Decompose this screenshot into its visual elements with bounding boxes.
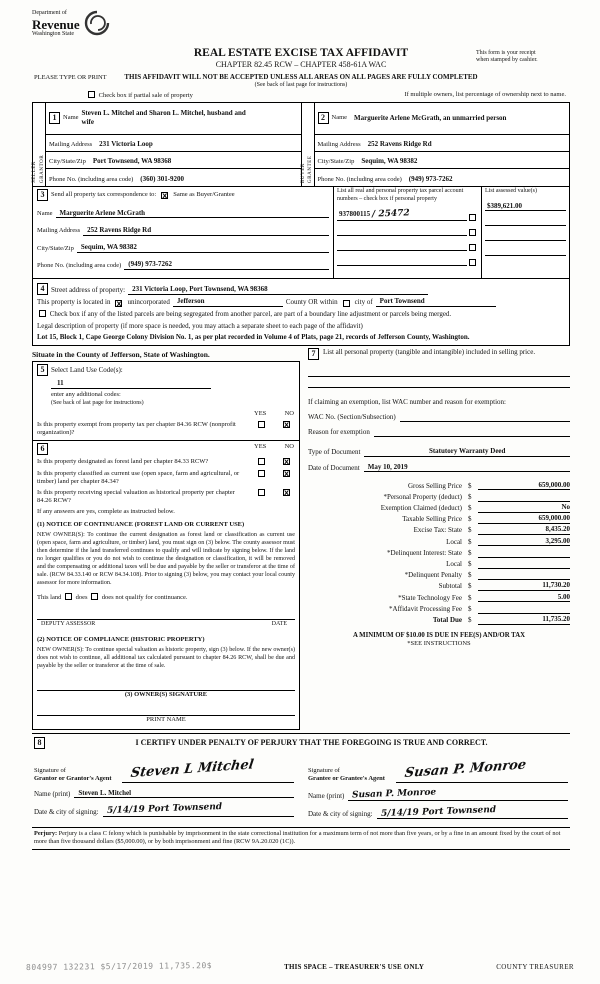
additional-codes-label: enter any additional codes:: [51, 391, 121, 399]
form-header: [32, 8, 570, 72]
yes-header: YES: [254, 410, 267, 417]
correspondence-phone-field[interactable]: [37, 260, 329, 270]
historic-question-row: [37, 489, 295, 505]
dollar-sign: $: [468, 492, 472, 501]
correspondence-phone-label: Phone No. (including area code): [37, 261, 122, 269]
wac-label: WAC No. (Section/Subsection): [308, 413, 396, 421]
forest-no-checkbox[interactable]: [283, 458, 290, 465]
correspondence-citystatezip-field[interactable]: [37, 243, 329, 253]
parcel-row-3[interactable]: [337, 242, 478, 251]
city-of-checkbox[interactable]: [343, 300, 350, 307]
partial-sale-option: [86, 91, 193, 100]
gross-selling-price-value[interactable]: 659,000.00: [478, 481, 570, 491]
perjury-notice: [32, 827, 570, 850]
correspondence-mailing-value: 252 Ravens Ridge Rd: [83, 226, 329, 236]
row-delinquent-interest-local: Local $: [308, 558, 570, 569]
if-yes-note: If any answers are yes, complete as instructed below.: [37, 508, 175, 515]
correspondence-mailing-label: Mailing Address: [37, 227, 81, 235]
dollar-sign: $: [468, 537, 472, 546]
no-header-6: NO: [284, 443, 294, 451]
certification-statement: I CERTIFY UNDER PENALTY OF PERJURY THAT THE FOREGOING IS TRUE AND CORRECT.: [135, 737, 488, 747]
grantee-side-word: GRANTEE: [308, 155, 313, 183]
property-section: [32, 279, 570, 346]
type-of-document-label: Type of Document: [308, 447, 361, 456]
section-4-badge: 4: [37, 283, 48, 295]
buyer-mailing-value: 252 Ravens Ridge Rd: [367, 140, 432, 149]
correspondence-mailing-field[interactable]: [37, 226, 329, 236]
owners-signature-label: (3) OWNER(S) SIGNATURE: [124, 691, 208, 699]
forest-yes-checkbox[interactable]: [258, 458, 265, 465]
section-1-badge: 1: [49, 112, 60, 124]
state-technology-fee-value[interactable]: 5.00: [478, 593, 570, 603]
receipt-note: [476, 50, 568, 64]
grantor-signature-label: Signature of Grantor or Grantor's Agent: [34, 766, 112, 782]
grantor-signature-ink: Steven L Mitchel: [129, 757, 255, 782]
multiple-owners-note: If multiple owners, list percentage of ownership next to name.: [404, 91, 566, 99]
type-or-print-label: PLEASE TYPE OR PRINT: [34, 74, 107, 81]
land-use-header: Select Land Use Code(s):: [51, 366, 123, 374]
correspondence-citystatezip-label: City/State/Zip: [37, 244, 74, 252]
assessed-values-column: [481, 187, 569, 278]
county-or-label: County OR within: [285, 298, 338, 306]
street-address-label: Street address of property:: [51, 286, 126, 295]
exempt-no-checkbox[interactable]: [283, 421, 290, 428]
buyer-phone-label: Phone No. (including area code): [317, 175, 402, 183]
dollar-sign: $: [468, 571, 472, 580]
total-due-value[interactable]: 11,735.20: [478, 615, 570, 625]
see-back-note: (See back of last page for instructions): [254, 81, 348, 88]
correspondence-phone-value: (949) 973-7262: [124, 260, 329, 270]
does-not-label: does not qualify for continuance.: [101, 594, 188, 602]
exemption-claimed-value[interactable]: No: [478, 503, 570, 513]
dollar-sign: $: [468, 526, 472, 535]
parcel-number-typed: 937800115: [339, 210, 371, 218]
subtotal-value[interactable]: 11,730.20: [478, 581, 570, 591]
row-gross-selling-price: Gross Selling Price $ 659,000.00: [407, 480, 570, 490]
type-of-document-field[interactable]: [308, 447, 570, 457]
type-of-document-value: Statutory Warranty Deed: [364, 447, 570, 457]
notices-row: [32, 72, 570, 90]
personal-property-label: List all personal property (tangible and intangible) included in selling price.: [323, 348, 536, 356]
this-land-label: This land: [37, 594, 62, 602]
land-use-code-field[interactable]: 11: [51, 379, 211, 389]
seller-name-line1: Steven L. Mitchel and Sharon L. Mitchel, husband and: [81, 109, 246, 118]
see-instructions-note: *SEE INSTRUCTIONS: [407, 640, 471, 648]
forest-land-section: [32, 441, 300, 729]
dollar-sign: $: [468, 615, 472, 624]
grantor-date-city-field[interactable]: [34, 804, 294, 816]
receipt-note-line1: This form is your receipt: [476, 50, 536, 56]
exempt-question-row: [37, 421, 295, 437]
does-label: does: [75, 594, 88, 602]
seller-mailing-value: 231 Victoria Loop: [99, 140, 153, 149]
seller-phone-label: Phone No. (including area code): [49, 175, 134, 183]
personal-property-checkbox-1[interactable]: [469, 214, 476, 221]
date-of-document-label: Date of Document: [308, 463, 360, 472]
dollar-sign: $: [468, 504, 472, 513]
buyer-mailing-field[interactable]: [315, 135, 570, 152]
dor-swoosh-icon: [84, 10, 110, 36]
perjury-body: Perjury is a class C felony which is punishable by imprisonment in the state correctional institution for a maximum term of not more than five years, or by a fine in an amount fixed by the court of not more than five thousand dollars ($5,000.00), or by both imprisonment and fine (RCW 9A.20.020 (1C)).: [34, 830, 561, 846]
section-2-badge: 2: [318, 112, 329, 124]
grantee-signature-label: Signature of Grantee or Grantee's Agent: [308, 766, 385, 782]
assessed-values-header: List assessed value(s): [485, 188, 537, 194]
grantor-signature-block: [34, 753, 294, 820]
seller-mailing-field[interactable]: [46, 135, 301, 152]
buyer-phone-field[interactable]: [315, 169, 570, 186]
row-excise-tax-local: Local $ 3,295.00: [446, 536, 570, 546]
seller-side-strip: [33, 103, 46, 186]
acceptance-warning: THIS AFFIDAVIT WILL NOT BE ACCEPTED UNLESS ALL AREAS ON ALL PAGES ARE FULLY COMPLETED: [124, 73, 478, 81]
unincorporated-label: unincorporated: [127, 298, 170, 306]
historic-no-checkbox[interactable]: [283, 489, 290, 496]
buyer-name-field[interactable]: [315, 103, 570, 135]
grantor-date-city-label: Date & city of signing:: [34, 807, 99, 816]
grantor-name-print-label: Name (print): [34, 789, 71, 798]
exemption-note: If claiming an exemption, list WAC number and reason for exemption:: [308, 398, 506, 406]
row-personal-property-deduct: *Personal Property (deduct) $: [308, 490, 570, 501]
same-as-buyer-checkbox[interactable]: [161, 192, 168, 199]
buyer-phone-value: (949) 973-7262: [408, 175, 453, 184]
does-not-checkbox[interactable]: [91, 593, 98, 600]
notice-continuance-body: NEW OWNER(S): To continue the current designation as forest land or classification as current use (open space, farm and agriculture, or timber) land, you must sign on (3) below. The county assessor must then determine if the land transferred continues to qualify and will indicate by signing below. If the land no longer qualifies or you do not wish to continue the designation or classification, it will be removed and the compensating or additional taxes will be due and payable by the seller or transferor at the time of sale. (RCW 84.33.140 or RCW 84.34.108). Prior to signing (3) below, you may contact your local county assessor for more information.: [37, 532, 295, 587]
row-delinquent-penalty: *Delinquent Penalty $: [308, 569, 570, 580]
cashier-stamp: 804997 132231 $5/17/2019 11,735.20$: [25, 961, 213, 972]
row-taxable-selling-price: Taxable Selling Price $ 659,000.00: [402, 514, 570, 524]
parcel-row-4[interactable]: [337, 257, 478, 266]
forest-land-question: Is this property designated as forest land per chapter 84.33 RCW?: [37, 458, 209, 466]
current-use-no-checkbox[interactable]: [283, 470, 290, 477]
notice-compliance-body: NEW OWNER(S): To continue special valuation as historic property, sign (3) below. If the new owner(s) does not wish to continue, all additional tax calculated pursuant to chapter 84.26 RCW, shall be due and payable by the seller or transferor at the time of sale.: [37, 647, 295, 670]
assessed-value-3[interactable]: [485, 232, 566, 241]
left-column: [32, 347, 300, 730]
wac-field[interactable]: [308, 413, 570, 422]
minimum-fee-note: A MINIMUM OF $10.00 IS DUE IN FEE(S) AND/OR TAX: [352, 631, 526, 639]
section-8-badge: 8: [34, 737, 45, 749]
same-as-buyer-label: Same as Buyer/Grantee: [173, 190, 235, 198]
segregated-label: Check box if any of the listed parcels are being segregated from another parcel, are part of a boundary line adjustment or parcels being merged.: [49, 309, 452, 318]
parcel-numbers-header: List all real and personal property tax parcel account numbers – check box if personal property: [337, 188, 464, 202]
located-label: This property is located in: [37, 298, 111, 306]
reason-field[interactable]: [308, 428, 570, 437]
send-correspondence-label: Send all property tax correspondence to:: [51, 190, 157, 198]
land-use-section: [32, 361, 300, 441]
form-title: REAL ESTATE EXCISE TAX AFFIDAVIT: [193, 47, 409, 59]
county-treasurer-label: COUNTY TREASURER: [496, 963, 574, 972]
street-address-value[interactable]: 231 Victoria Loop, Port Townsend, WA 98368: [128, 285, 428, 295]
row-affidavit-processing-fee: *Affidavit Processing Fee $: [308, 602, 570, 613]
dollar-sign: $: [468, 560, 472, 568]
exempt-question: Is this property exempt from property tax per chapter 84.36 RCW (nonprofit organization)?: [37, 421, 236, 437]
county-value[interactable]: Jefferson: [173, 297, 283, 307]
seller-citystatezip-field[interactable]: [46, 152, 301, 169]
excise-tax-local-value[interactable]: 3,295.00: [478, 537, 570, 547]
forest-land-question-row: [37, 458, 295, 466]
does-checkbox[interactable]: [65, 593, 72, 600]
row-state-technology-fee: *State Technology Fee $ 5.00: [398, 592, 570, 602]
no-header: NO: [284, 410, 294, 417]
grantor-side-word: GRANTOR: [39, 154, 45, 183]
row-subtotal: Subtotal $ 11,730.20: [438, 581, 570, 591]
middle-columns: [32, 347, 570, 730]
dollar-sign: $: [468, 481, 472, 490]
personal-property-blank-2[interactable]: [308, 377, 570, 388]
seller-name-label: Name: [63, 113, 79, 121]
seller-grantor-box: [32, 102, 302, 187]
partial-sale-checkbox[interactable]: [88, 91, 95, 98]
notice-continuance-title: (1) NOTICE OF CONTINUANCE (FOREST LAND OR CURRENT USE): [37, 521, 245, 529]
grantee-date-city-value: 5/14/19 Port Townsend: [380, 804, 496, 819]
situate-line: Situate in the County of Jefferson, State of Washington.: [32, 350, 210, 359]
logo-revenue-wordmark: Revenue: [32, 16, 80, 32]
seller-citystatezip-label: City/State/Zip: [49, 157, 86, 165]
dollar-sign: $: [468, 548, 472, 557]
buyer-name-label: Name: [331, 113, 348, 121]
dor-logo: [32, 10, 110, 38]
historic-question: Is this property receiving special valuation as historical property per chapter 84.26 RCW?: [37, 488, 235, 504]
taxable-selling-price-value[interactable]: 659,000.00: [478, 514, 570, 524]
land-use-see-back: (See back of last page for instructions): [51, 399, 144, 406]
seller-mailing-label: Mailing Address: [49, 140, 93, 148]
row-excise-tax-state: Excise Tax: State $ 8,435.20: [413, 525, 570, 535]
sec5-yesno-header: [37, 410, 295, 418]
unincorporated-checkbox[interactable]: [115, 300, 122, 307]
section-7-badge: 7: [308, 348, 319, 360]
grantee-name-print-value: Susan P. Monroe: [352, 787, 437, 801]
tax-computation-block: [308, 479, 570, 624]
correspondence-name-field[interactable]: [37, 209, 329, 219]
buyer-name-value: Marguerite Arlene McGrath, an unmarried person: [354, 113, 507, 122]
city-value[interactable]: Port Townsend: [376, 297, 496, 307]
sec6-yesno-header: [37, 443, 295, 455]
seller-name-value: [82, 109, 246, 127]
affidavit-processing-fee-value[interactable]: [478, 605, 570, 614]
deputy-assessor-label: DEPUTY ASSESSOR: [41, 620, 96, 627]
form-chapter: CHAPTER 82.45 RCW – CHAPTER 458-61A WAC: [215, 60, 387, 70]
reason-label: Reason for exemption: [308, 428, 370, 436]
excise-tax-state-value[interactable]: 8,435.20: [478, 525, 570, 535]
correspondence-section: [32, 187, 570, 279]
date-of-document-value: May 10, 2019: [364, 463, 570, 473]
buyer-side-word: BUYER: [300, 163, 306, 183]
current-use-question: Is this property classified as current use (open space, farm and agricultural, or timber) land per chapter 84.34?: [37, 469, 240, 485]
grantee-signature-field[interactable]: [396, 753, 568, 783]
receipt-note-line2: when stamped by cashier.: [476, 57, 538, 64]
assessed-value-1[interactable]: $389,621.00: [485, 202, 566, 212]
assessed-value-4[interactable]: [485, 247, 566, 256]
personal-property-checkbox-2[interactable]: [469, 229, 476, 236]
seller-side-word: SELLER: [32, 161, 38, 183]
seller-citystatezip-value: Port Townsend, WA 98368: [92, 157, 172, 166]
perjury-label: Perjury:: [34, 830, 58, 838]
seller-name-line2: wife: [81, 118, 94, 126]
yes-header-6: YES: [254, 443, 267, 451]
grantor-signature-field[interactable]: [122, 753, 294, 783]
delinquent-interest-state-value[interactable]: [478, 549, 570, 558]
row-delinquent-interest-state: *Delinquent Interest: State $: [308, 546, 570, 557]
parcel-numbers-column: [333, 187, 481, 278]
assessed-value-2[interactable]: [485, 217, 566, 226]
grantor-date-city-value: 5/14/19 Port Townsend: [106, 802, 222, 817]
segregated-line: [37, 310, 565, 319]
buyer-grantee-box: [302, 102, 571, 187]
section-3-badge: 3: [37, 189, 48, 201]
logo-state-line: Washington State: [32, 30, 75, 37]
legal-description-value[interactable]: Lot 15, Block 1, Cape George Colony Division No. 1, as per plat recorded in Volume 4 of Plats, page 21, records of Jefferson County, Washington.: [37, 333, 470, 342]
treasurer-footer: [26, 962, 574, 972]
parties-section: [32, 102, 570, 187]
buyer-citystatezip-field[interactable]: [315, 152, 570, 169]
buyer-side-strip: [302, 103, 315, 186]
print-name-label: PRINT NAME: [146, 716, 186, 724]
exempt-yes-checkbox[interactable]: [258, 421, 265, 428]
grantee-name-print-field[interactable]: [308, 789, 568, 801]
personal-property-checkbox-3[interactable]: [469, 244, 476, 251]
current-use-question-row: [37, 470, 295, 486]
section-6-badge: 6: [37, 443, 48, 455]
historic-yes-checkbox[interactable]: [258, 489, 265, 496]
treasurer-space-label: THIS SPACE – TREASURER'S USE ONLY: [284, 963, 425, 972]
correspondence-left: [33, 187, 333, 278]
grantee-name-print-label: Name (print): [308, 792, 345, 801]
personal-property-checkbox-4[interactable]: [469, 259, 476, 266]
city-of-label: city of: [354, 298, 373, 306]
correspondence-name-label: Name: [37, 210, 53, 218]
reason-value: [374, 428, 570, 437]
segregated-checkbox[interactable]: [39, 310, 46, 317]
grantor-name-print-value: Steven L. Mitchel: [74, 789, 294, 799]
row-total-due: Total Due $ 11,735.20: [432, 614, 570, 624]
parcel-row-2[interactable]: [337, 227, 478, 236]
partial-sale-label: Check box if partial sale of property: [98, 91, 193, 99]
grantor-name-print-field[interactable]: [34, 789, 294, 799]
grantee-date-city-field[interactable]: [308, 804, 568, 819]
parcel-number-handwritten: / 25472: [371, 208, 410, 220]
grantee-date-city-label: Date & city of signing:: [308, 810, 373, 819]
dollar-sign: $: [468, 515, 472, 524]
date-of-document-field[interactable]: [308, 463, 570, 473]
current-use-yes-checkbox[interactable]: [258, 470, 265, 477]
legal-description-label: Legal description of property (if more space is needed, you may attach a separate sheet to each page of the affidavit): [37, 321, 363, 330]
notice-compliance-title: (2) NOTICE OF COMPLIANCE (HISTORIC PROPERTY): [37, 636, 205, 644]
seller-name-field[interactable]: [46, 103, 301, 135]
grantee-signature-ink: Susan P. Monroe: [403, 757, 528, 782]
seller-phone-value: (360) 301-9200: [140, 175, 185, 184]
logo-dept-line: Department of: [32, 10, 67, 16]
personal-property-blank-1[interactable]: [308, 366, 570, 377]
seller-phone-field[interactable]: [46, 169, 301, 186]
dor-logo-text: [32, 10, 80, 38]
delinquent-penalty-value[interactable]: [478, 571, 570, 580]
dollar-sign: $: [468, 604, 472, 613]
buyer-citystatezip-label: City/State/Zip: [317, 157, 355, 165]
located-in-line: [37, 297, 565, 307]
right-column: [300, 347, 570, 730]
personal-property-deduct-value[interactable]: [478, 493, 570, 502]
section-5-badge: 5: [37, 364, 48, 376]
correspondence-citystatezip-value: Sequim, WA 98382: [77, 243, 329, 253]
parcel-row-1[interactable]: [337, 209, 478, 221]
continuance-line: [37, 593, 295, 602]
partial-sale-row: [32, 90, 570, 102]
delinquent-interest-local-value[interactable]: [478, 560, 570, 569]
dollar-sign: $: [468, 593, 472, 602]
wac-value: [400, 413, 570, 422]
buyer-citystatezip-value: Sequim, WA 98382: [361, 157, 418, 166]
certification-section: [32, 733, 570, 824]
buyer-mailing-label: Mailing Address: [317, 140, 361, 148]
correspondence-name-value: Marguerite Arlene McGrath: [56, 209, 329, 219]
row-exemption-claimed: Exemption Claimed (deduct) $ No: [380, 503, 570, 513]
deputy-date-label: DATE: [271, 620, 287, 627]
grantee-signature-block: [308, 753, 568, 820]
dollar-sign: $: [468, 582, 472, 591]
